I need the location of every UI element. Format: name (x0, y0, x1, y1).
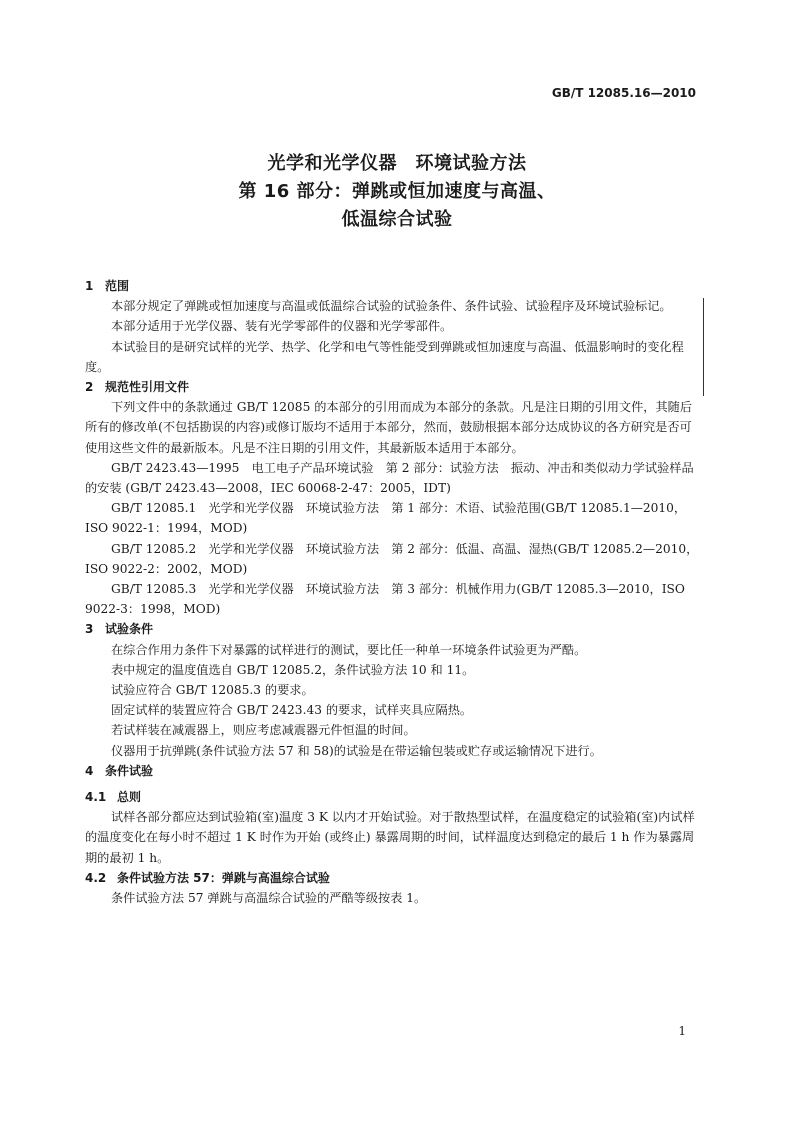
section-title: 试验条件 (105, 622, 154, 637)
normative-reference: GB/T 12085.2 光学和光学仪器 环境试验方法 第 2 部分：低温、高温、湿热(GB/T 12085.2—2010，ISO 9022-2：2002，MOD) (85, 541, 699, 576)
paragraph: 仪器用于抗弹跳(条件试验方法 57 和 58)的试验是在带运输包装或贮存或运输情况下进行。 (111, 743, 602, 758)
normative-reference: GB/T 2423.43—1995 电工电子产品环境试验 第 2 部分：试验方法 振动、冲击和类似动力学试验样品的安装 (GB/T 2423.43—2008，IEC 60068-2-47：2005，IDT) (85, 460, 694, 496)
title-line-3: 低温综合试验 (341, 209, 453, 230)
section-1-heading (85, 276, 699, 296)
subsection-title: 条件试验方法 57：弹跳与高温综合试验 (117, 870, 330, 885)
normative-reference: GB/T 12085.3 光学和光学仪器 环境试验方法 第 3 部分：机械作用力(GB/T 12085.3—2010，ISO 9022-3：1998，MOD) (85, 582, 685, 617)
section-3-heading (85, 619, 699, 639)
paragraph: 试验应符合 GB/T 12085.3 的要求。 (111, 683, 314, 698)
title-line-2: 第 16 部分：弹跳或恒加速度与高温、 (238, 181, 556, 202)
section-number: 4 (85, 763, 94, 778)
paragraph: 若试样装在减震器上，则应考虑减震器元件恒温的时间。 (111, 723, 416, 738)
normative-reference: GB/T 12085.1 光学和光学仪器 环境试验方法 第 1 部分：术语、试验范围(GB/T 12085.1—2010，ISO 9022-1：1994，MOD) (85, 501, 687, 536)
section-title: 规范性引用文件 (105, 380, 190, 395)
section-2-heading (85, 377, 699, 397)
section-number: 3 (85, 622, 94, 637)
document-title (0, 150, 794, 234)
document-body (85, 276, 699, 908)
paragraph: 固定试样的装置应符合 GB/T 2423.43 的要求，试样夹具应隔热。 (111, 703, 473, 718)
standard-code: GB/T 12085.16—2010 (551, 86, 696, 100)
paragraph: 本部分规定了弹跳或恒加速度与高温或低温综合试验的试验条件、条件试验、试验程序及环境试验标记。 (111, 299, 672, 314)
title-line-1: 光学和光学仪器 环境试验方法 (267, 153, 527, 174)
revision-margin-bar (703, 298, 704, 396)
subsection-number: 4.1 (85, 790, 107, 805)
subsection-number: 4.2 (85, 870, 107, 885)
subsection-4-1-heading (85, 787, 699, 807)
section-title: 条件试验 (105, 763, 154, 778)
section-title: 范围 (105, 279, 130, 293)
section-4-heading (85, 761, 699, 781)
subsection-title: 总则 (117, 790, 142, 805)
paragraph: 试样各部分都应达到试验箱(室)温度 3 K 以内才开始试验。对于散热型试样，在温度稳定的试验箱(室)内试样的温度变化在每小时不超过 1 K 时作为开始 (或终止) 暴露周期的时间，试样温度达到稳定的最后 1 h 作为暴露周期的最初 1 h。 (85, 810, 695, 865)
paragraph: 条件试验方法 57 弹跳与高温综合试验的严酷等级按表 1。 (111, 891, 427, 906)
subsection-4-2-heading (85, 868, 699, 888)
paragraph: 本部分适用于光学仪器、装有光学零部件的仪器和光学零部件。 (111, 319, 453, 334)
paragraph: 本试验目的是研究试样的光学、热学、化学和电气等性能受到弹跳或恒加速度与高温、低温影响时的变化程度。 (85, 339, 684, 374)
paragraph: 表中规定的温度值选自 GB/T 12085.2，条件试验方法 10 和 11。 (111, 662, 475, 677)
section-number: 1 (85, 279, 94, 293)
section-number: 2 (85, 380, 94, 395)
page-number: 1 (678, 1024, 686, 1038)
paragraph: 下列文件中的条款通过 GB/T 12085 的本部分的引用而成为本部分的条款。凡是注日期的引用文件，其随后所有的修改单(不包括勘误的内容)或修订版均不适用于本部分，然而，鼓励根据本部分达成协议的各方研究是否可使用这些文件的最新版本。凡是不注日期的引用文件，其最新版本适用于本部分。 (85, 400, 693, 455)
paragraph: 在综合作用力条件下对暴露的试样进行的测试，要比任一种单一环境条件试验更为严酷。 (111, 642, 587, 657)
